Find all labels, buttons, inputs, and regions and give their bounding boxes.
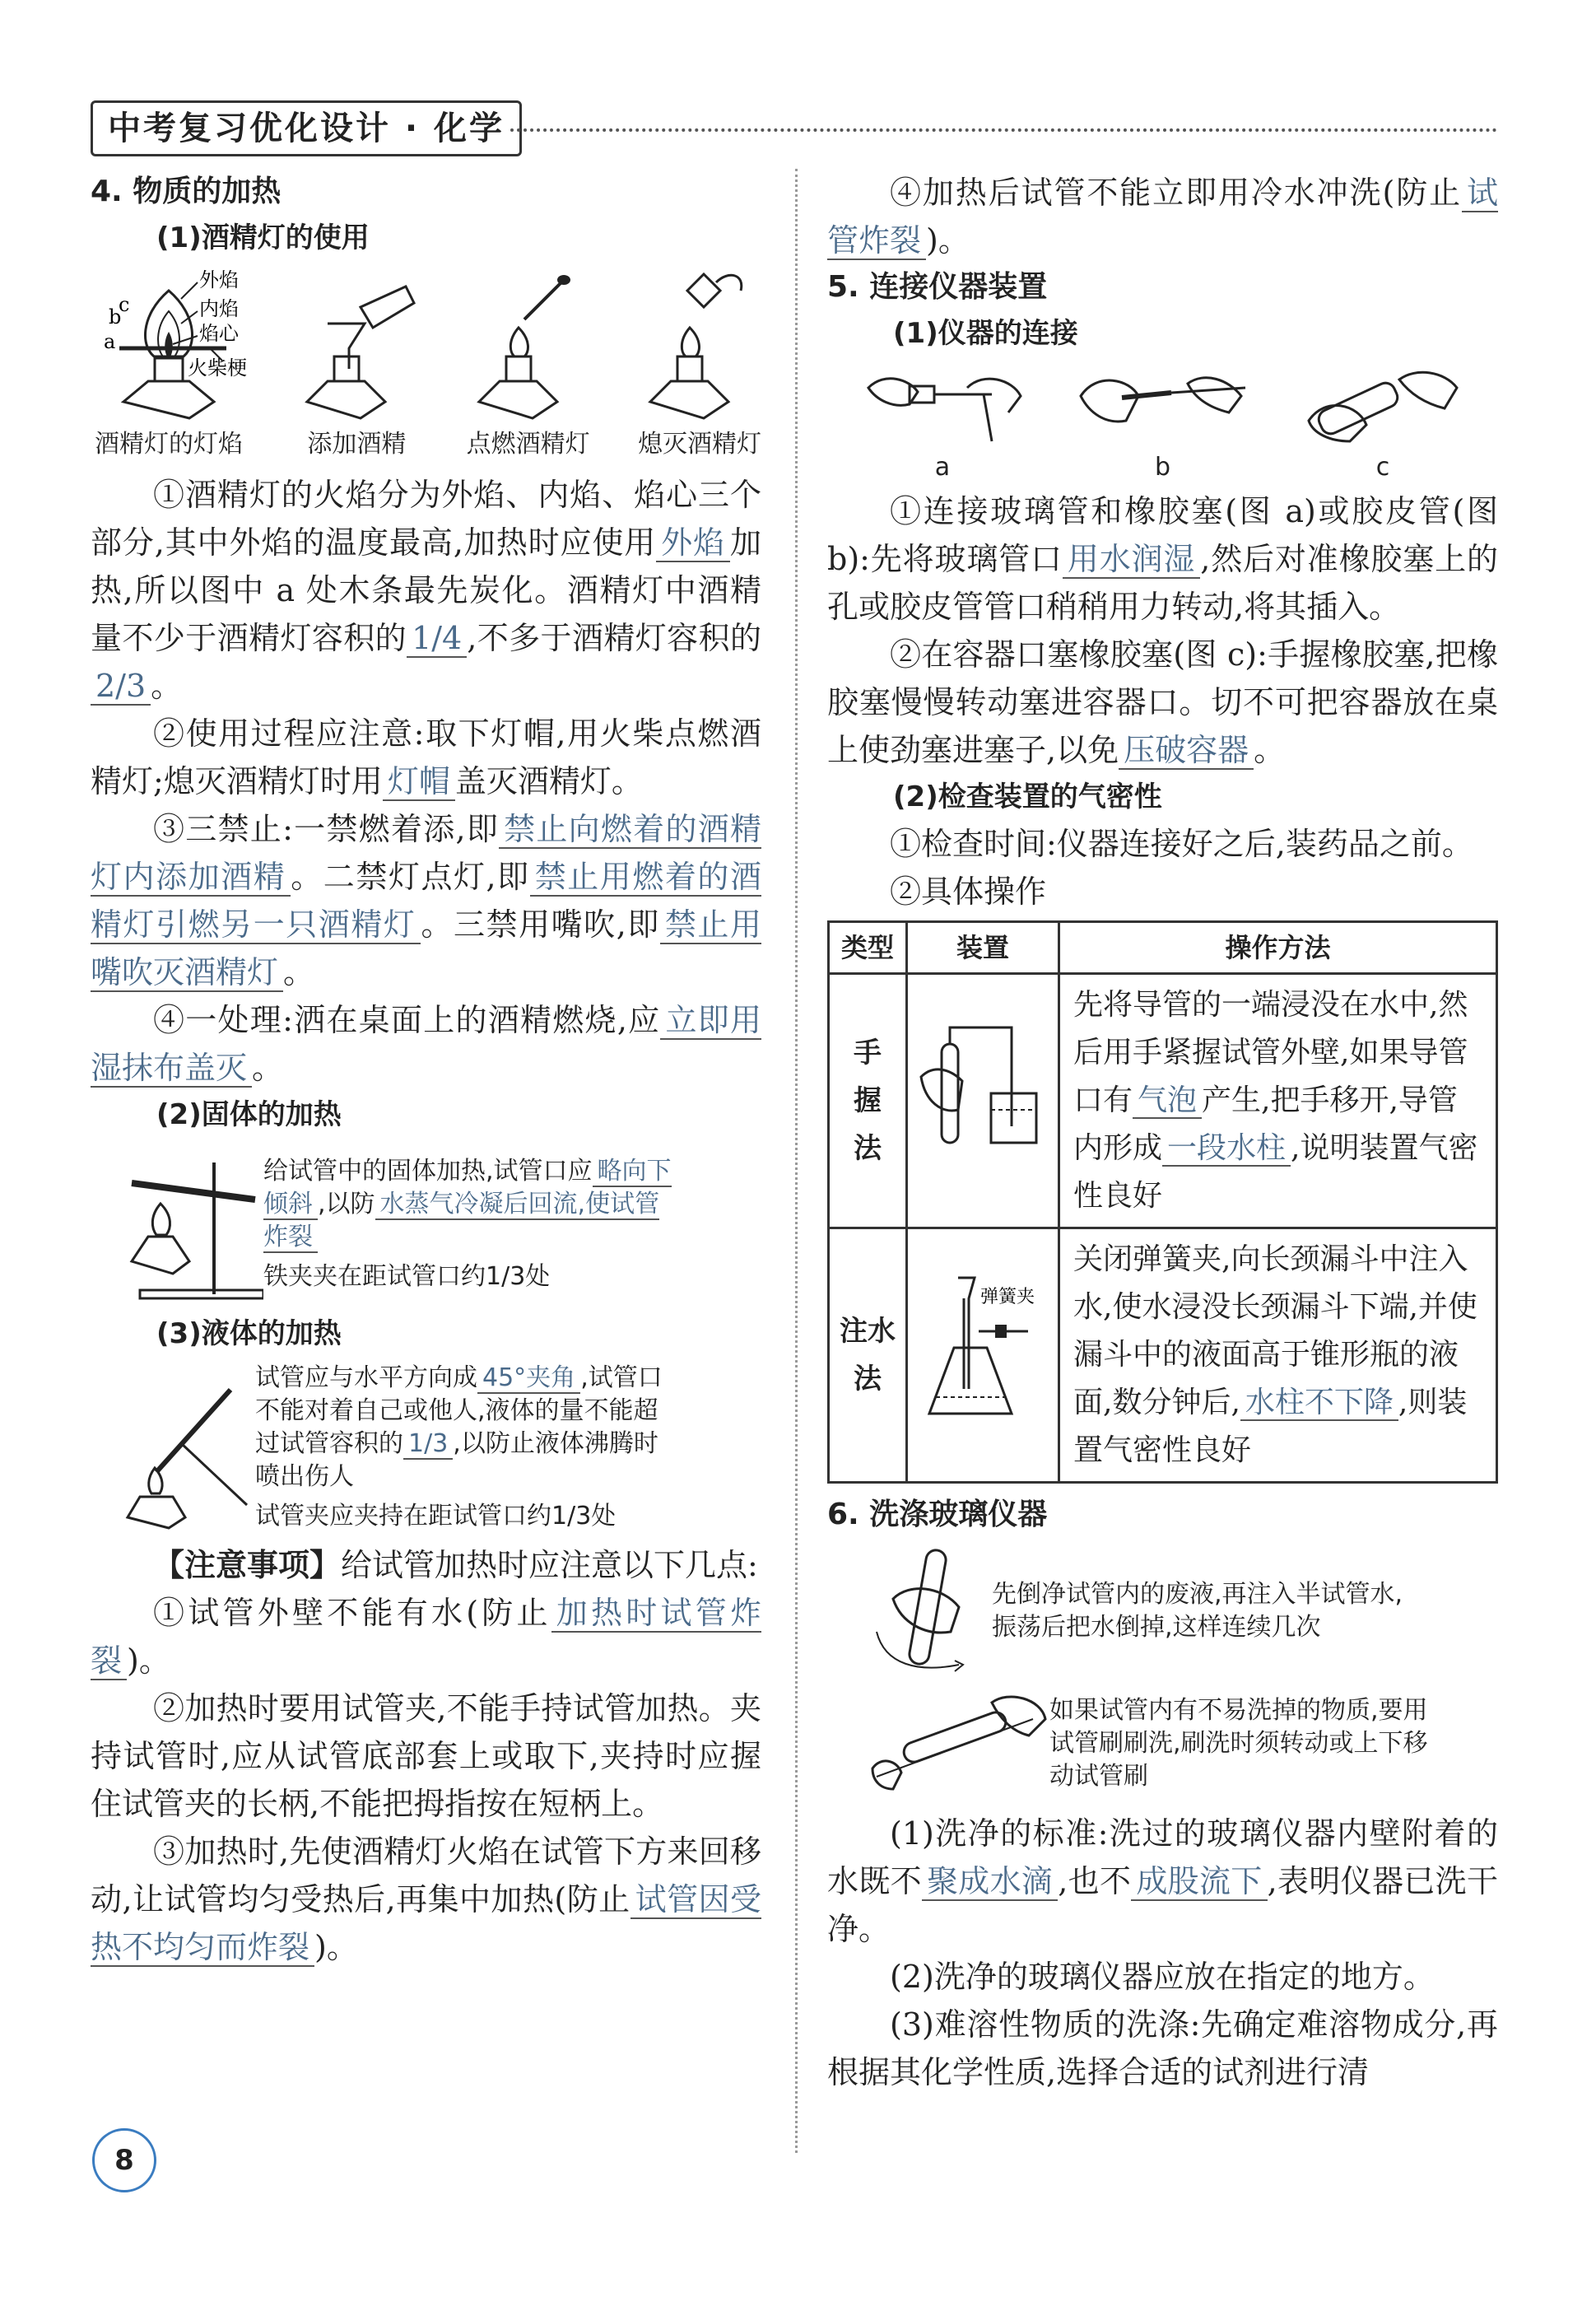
section-4-title: 4. 物质的加热: [91, 175, 282, 208]
label-flame-core: 焰心: [199, 322, 239, 345]
text: )。: [127, 1642, 170, 1679]
answer-handling: 立即用湿抹布盖灭: [91, 1002, 761, 1086]
text: 产生,把手移开,导管内形成: [1073, 1083, 1458, 1165]
figure-flame: [91, 266, 247, 459]
wash-shake-diagram: [868, 1541, 992, 1681]
text: )。: [314, 1929, 358, 1965]
airtightness-table: [827, 920, 1498, 1484]
hand-grip-device: [913, 1019, 1053, 1167]
conn-a-diagram: [860, 363, 1025, 445]
section-5-2-title: (2)检查装置的气密性: [893, 780, 1162, 813]
answer-45-degree: 45°夹角: [477, 1363, 580, 1394]
text: ,表明仪器已洗干净。: [827, 1863, 1498, 1947]
solid-heating-notes: [263, 1155, 675, 1293]
figure-extinguish-lamp: [638, 266, 761, 459]
connection-figures: [860, 363, 1465, 482]
text: 加热,所以图中 a 处木条最先炭化。酒精灯中酒精量不少于酒精灯容积的: [91, 524, 761, 656]
column-divider: [795, 169, 798, 2153]
liquid-heating-figure: [123, 1362, 761, 1533]
para-clean-storage: (2)洗净的玻璃仪器应放在指定的地方。: [890, 1959, 1435, 1995]
alcohol-lamp-figures: [91, 266, 761, 459]
type-hand-grip: 手握法: [854, 1037, 882, 1165]
caption-conn-b: b: [1154, 453, 1171, 482]
light-lamp-diagram: [467, 266, 590, 422]
cell-method: [1059, 974, 1497, 1228]
wash-figure-1: [868, 1541, 1498, 1681]
type-water-injection: 注水法: [840, 1315, 896, 1395]
figure-conn-a: [860, 363, 1025, 482]
wash-note-2: 如果试管内有不易洗掉的物质,要用试管刷刷洗,刷洗时须转动或上下移动试管刷: [1049, 1696, 1428, 1791]
answer-prohibit-3: 禁止用嘴吹灭酒精灯: [91, 906, 761, 990]
text: 给试管中的固体加热,试管口应: [263, 1157, 593, 1186]
cell-type: [829, 974, 907, 1228]
text: ④一处理:洒在桌面上的酒精燃烧,应: [153, 1002, 661, 1038]
para-specific-ops: ②具体操作: [890, 874, 1047, 910]
answer-wet-water: 用水润湿: [1063, 541, 1200, 579]
text: ,不多于酒精灯容积的: [467, 620, 761, 656]
answer-flow-streams: 成股流下: [1131, 1863, 1267, 1901]
answer-tilt-down: 略向下倾斜: [263, 1157, 672, 1218]
label-spring-clip: 弹簧夹: [980, 1287, 1035, 1307]
table-row: [829, 974, 1497, 1228]
text: 关闭弹簧夹,向长颈漏斗中注入水,使水浸没长颈漏斗下端,并使漏斗中的液面高于锥形瓶的液面,数分钟后,: [1073, 1242, 1477, 1419]
text: ,说明装置气密性良好: [1073, 1131, 1478, 1213]
section-5-title: 5. 连接仪器装置: [827, 270, 1048, 304]
wash-brush-diagram: [868, 1686, 1049, 1801]
section-4-2-title: (2)固体的加热: [156, 1098, 342, 1131]
text: 给试管加热时应注意以下几点:: [341, 1547, 758, 1583]
answer-water-column: 一段水柱: [1162, 1131, 1291, 1167]
answer-lamp-cap: 灯帽: [383, 763, 455, 801]
text: ①酒精灯的火焰分为外焰、内焰、焰心三个部分,其中外焰的温度最高,加热时应使用: [91, 477, 761, 561]
caption-add-alcohol: 添加酒精: [307, 430, 407, 459]
caption-conn-c: c: [1375, 453, 1390, 482]
water-injection-device: [913, 1265, 1053, 1430]
answer-form-drops: 聚成水滴: [922, 1863, 1058, 1901]
text: ②使用过程应注意:取下灯帽,用火柴点燃酒精灯;熄灭酒精灯时用: [91, 715, 761, 799]
para-note-1: [91, 1589, 761, 1684]
text: ④加热后试管不能立即用冷水冲洗(防止: [890, 175, 1462, 211]
answer-max-fraction: 2/3: [91, 668, 151, 706]
text: 。: [252, 1050, 284, 1086]
text: ③三禁止:一禁燃着添,即: [153, 811, 500, 847]
clamp-position-note: 试管夹应夹持在距试管口约1/3处: [255, 1502, 617, 1531]
text: ,然后对准橡胶塞上的孔或胶皮管管口稍稍用力转动,将其插入。: [827, 541, 1498, 625]
cell-method: [1059, 1228, 1497, 1483]
conn-c-diagram: [1301, 363, 1465, 445]
text: ②在容器口塞橡胶塞(图 c):手握橡胶塞,把橡胶塞慢慢转动塞进容器口。切不可把容器放在桌上使劲塞进塞子,以免: [827, 636, 1498, 768]
text: 盖灭酒精灯。: [454, 763, 643, 799]
para-note-2: ②加热时要用试管夹,不能手持试管加热。夹持试管时,应从试管底部套上或取下,夹持时应握住试管夹的长柄,不能把拇指按在短柄上。: [91, 1690, 761, 1822]
add-alcohol-diagram: [295, 266, 418, 422]
answer-min-fraction: 1/4: [407, 620, 467, 658]
iron-clamp-note: 铁夹夹在距试管口约1/3处: [263, 1262, 551, 1291]
figure-conn-b: [1073, 363, 1254, 482]
conn-b-diagram: [1073, 363, 1254, 445]
liquid-heating-notes: [255, 1362, 667, 1533]
figure-conn-c: [1301, 363, 1465, 482]
para-clean-standard: [827, 1810, 1498, 1953]
label-inner-flame: 内焰: [199, 297, 239, 320]
solid-heating-figure: [123, 1146, 761, 1302]
label-c: c: [119, 293, 130, 316]
label-b: b: [109, 305, 122, 328]
caption-extinguish-lamp: 熄灭酒精灯: [637, 430, 761, 459]
text: 。: [1254, 732, 1286, 768]
para-three-prohibitions: [91, 805, 761, 996]
label-matchstick: 火柴梗: [188, 356, 247, 380]
para-lamp-usage: [91, 710, 761, 805]
caption-light-lamp: 点燃酒精灯: [466, 430, 590, 459]
section-6-title: 6. 洗涤玻璃仪器: [827, 1498, 1048, 1531]
text: 先将导管的一端浸没在水中,然后用手紧握试管外壁,如果导管口有: [1073, 988, 1468, 1117]
para-lamp-flame: [91, 471, 761, 710]
answer-crush-container: 压破容器: [1119, 732, 1254, 770]
liquid-heating-diagram: [123, 1365, 255, 1530]
page-number: 8: [92, 2128, 156, 2192]
lamp-flame-diagram: [91, 266, 247, 422]
text: ③加热时,先使酒精灯火焰在试管下方来回移动,让试管均匀受热后,再集中加热(防止: [91, 1833, 761, 1917]
right-column: [827, 169, 1498, 2096]
text: ,试管口不能对着自己或他人,液体的量不能超过试管容积的: [255, 1363, 663, 1458]
left-column: [91, 169, 761, 1971]
text: ①试管外壁不能有水(防止: [153, 1595, 551, 1631]
para-insert-stopper: [827, 631, 1498, 774]
section-4-3-title: (3)液体的加热: [156, 1317, 342, 1350]
th-type: 类型: [829, 922, 907, 974]
table-header-row: [829, 922, 1497, 974]
cell-device: [907, 974, 1059, 1228]
cell-type: [829, 1228, 907, 1483]
label-a: a: [104, 330, 116, 353]
answer-prohibit-1: 禁止向燃着的酒精灯内添加酒精: [91, 811, 761, 895]
section-4-1-title: (1)酒精灯的使用: [156, 221, 370, 254]
text: 。二禁灯点灯,即: [291, 859, 530, 895]
text: (1)洗净的标准:洗过的玻璃仪器内壁附着的水既不: [827, 1815, 1498, 1899]
text: 。: [151, 668, 183, 704]
th-method: 操作方法: [1059, 922, 1497, 974]
answer-column-stable: 水柱不下降: [1240, 1386, 1398, 1421]
figure-light-lamp: [467, 266, 590, 459]
wash-figure-2: [868, 1686, 1498, 1801]
wash-note-1: 先倒净试管内的废液,再注入半试管水,振荡后把水倒掉,这样连续几次: [992, 1580, 1403, 1642]
text: ,也不: [1058, 1863, 1132, 1899]
answer-prohibit-2: 禁止用燃着的酒精灯引燃另一只酒精灯: [91, 859, 761, 943]
label-outer-flame: 外焰: [199, 268, 239, 291]
para-note-4: [827, 169, 1498, 264]
page-header: 中考复习优化设计 · 化学: [91, 100, 522, 156]
extinguish-lamp-diagram: [638, 266, 761, 422]
header-dotted-rule: [510, 128, 1497, 132]
text: [263, 1155, 675, 1254]
answer-tube-crack: 加热时试管炸裂: [91, 1595, 761, 1679]
para-check-time: ①检查时间:仪器连接好之后,装药品之前。: [890, 826, 1473, 862]
caption-flame: 酒精灯的灯焰: [95, 430, 243, 459]
th-device: 装置: [907, 922, 1059, 974]
text: 。三禁用嘴吹,即: [421, 906, 660, 943]
answer-tube-crack-2: 试管炸裂: [827, 175, 1498, 259]
para-note-3: [91, 1828, 761, 1971]
text: ,以防: [318, 1190, 375, 1218]
solid-heating-diagram: [123, 1146, 263, 1302]
text: 试管应与水平方向成: [255, 1363, 477, 1392]
text: 。: [283, 954, 315, 990]
text: )。: [926, 222, 970, 259]
notes-tag: 【注意事项】: [153, 1547, 342, 1583]
section-5-1-title: (1)仪器的连接: [893, 317, 1078, 350]
answer-bubbles: 气泡: [1133, 1083, 1202, 1119]
para-connect-tube: [827, 487, 1498, 631]
cell-device: [907, 1228, 1059, 1483]
text: ,以防止液体沸腾时喷出伤人: [255, 1429, 658, 1491]
para-notes-intro: [91, 1541, 761, 1589]
answer-one-third: 1/3: [403, 1429, 453, 1460]
para-insoluble-wash: (3)难溶性物质的洗涤:先确定难溶物成分,再根据其化学性质,选择合适的试剂进行清: [827, 2006, 1498, 2090]
figure-add-alcohol: [295, 266, 418, 459]
para-one-handling: [91, 996, 761, 1092]
text: [255, 1362, 667, 1493]
table-row: [829, 1228, 1497, 1483]
answer-uneven-heat: 试管因受热不均匀而炸裂: [91, 1881, 761, 1965]
text: ,则装置气密性良好: [1073, 1386, 1468, 1467]
caption-conn-a: a: [934, 453, 951, 482]
text: ①连接玻璃管和橡胶塞(图 a)或胶皮管(图 b):先将玻璃管口: [827, 493, 1498, 577]
answer-outer-flame: 外焰: [656, 524, 730, 562]
answer-condense: 水蒸气冷凝后回流,使试管炸裂: [263, 1190, 660, 1251]
